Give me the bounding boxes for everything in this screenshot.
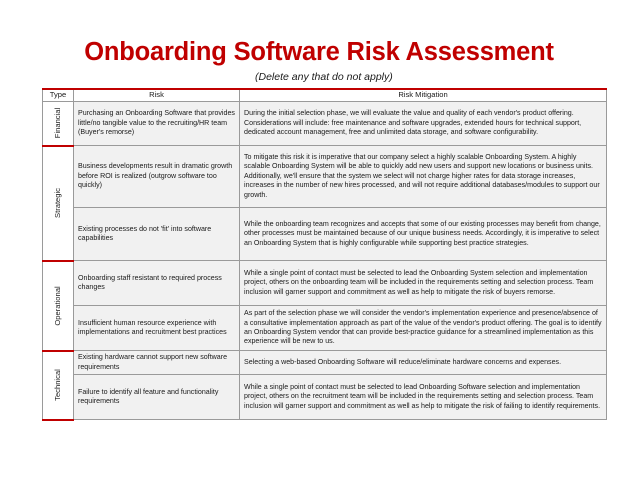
risk-cell: Existing processes do not 'fit' into software capabilities — [74, 208, 240, 261]
type-cell-strategic — [43, 146, 74, 261]
risk-cell: Existing hardware cannot support new software requirements — [74, 351, 240, 375]
mitigation-cell: While the onboarding team recognizes and accepts that some of our existing processes may benefit from change, other processes must be maintained because of our unique business needs. Accordingly, it is imperative to select an Onboarding System that is highly configurable while supporting best practice strategies. — [240, 208, 607, 261]
type-label-strategic: Strategic — [52, 188, 62, 218]
type-label-operational: Operational — [52, 285, 62, 326]
risk-cell: Onboarding staff resistant to required process changes — [74, 261, 240, 306]
mitigation-cell: During the initial selection phase, we will evaluate the value and quality of each vendor's product offering. Considerations will include: free maintenance and software upgrades, extended hours for technical support, dedicated account management, free and unlimited data storage, and software configurability. — [240, 102, 607, 146]
table-row — [43, 208, 607, 261]
table-row — [43, 375, 607, 420]
page-title: Onboarding Software Risk Assessment — [84, 38, 554, 66]
type-label-technical: Technical — [52, 369, 62, 401]
table-header-row — [43, 89, 607, 102]
mitigation-cell: While a single point of contact must be selected to lead Onboarding Software selection and implementation project, others on the recruitment team will be included in the requirements setting and selection process. Team inclusion will garner support and commitment as well as help to mitigate the risk of failing to identify requirements. — [240, 375, 607, 420]
mitigation-cell: While a single point of contact must be selected to lead the Onboarding System selection and implementation project, others on the onboarding team will be included in the requirements setting and selection process. Team inclusion will garner support and commitment as well as help to mitigate the risk of buyers remorse. — [240, 261, 607, 306]
risk-assessment-table — [42, 88, 607, 421]
type-cell-financial — [43, 102, 74, 146]
header-type: Type — [43, 89, 74, 102]
table-row — [43, 351, 607, 375]
risk-cell: Insufficient human resource experience with implementations and recruitment best practices — [74, 306, 240, 351]
table-row — [43, 102, 607, 146]
header-risk: Risk — [74, 89, 240, 102]
type-cell-operational — [43, 261, 74, 351]
risk-cell: Business developments result in dramatic growth before ROI is realized (outgrow software too quickly) — [74, 146, 240, 208]
page-subtitle: (Delete any that do not apply) — [255, 71, 393, 83]
type-label-financial: Financial — [52, 108, 62, 139]
mitigation-cell: As part of the selection phase we will consider the vendor's implementation experience and presence/absence of a consultative implementation approach as part of the value of the vendor's product offering. The goal is to identify an Onboarding System vendor that can provide best-practice guidance for a streamlined implementation as this experience will be new to us. — [240, 306, 607, 351]
mitigation-cell: Selecting a web-based Onboarding Software will reduce/eliminate hardware concerns and expenses. — [240, 351, 607, 375]
table-row — [43, 306, 607, 351]
header-mitigation: Risk Mitigation — [240, 89, 607, 102]
risk-cell: Failure to identify all feature and functionality requirements — [74, 375, 240, 420]
type-cell-technical — [43, 351, 74, 420]
mitigation-cell: To mitigate this risk it is imperative that our company select a highly scalable Onboarding System. A highly scalable Onboarding System will be able to quickly add new users and support new locations or business units. Additionally, we'll ensure that the system we select will not charge higher rates for data storage increases, increases in the number of new hires processed, and will not require additional databases/modules to support our growth. — [240, 146, 607, 208]
table-row — [43, 146, 607, 208]
table-row — [43, 261, 607, 306]
risk-cell: Purchasing an Onboarding Software that provides little/no tangible value to the recruiting/HR team (Buyer's remorse) — [74, 102, 240, 146]
